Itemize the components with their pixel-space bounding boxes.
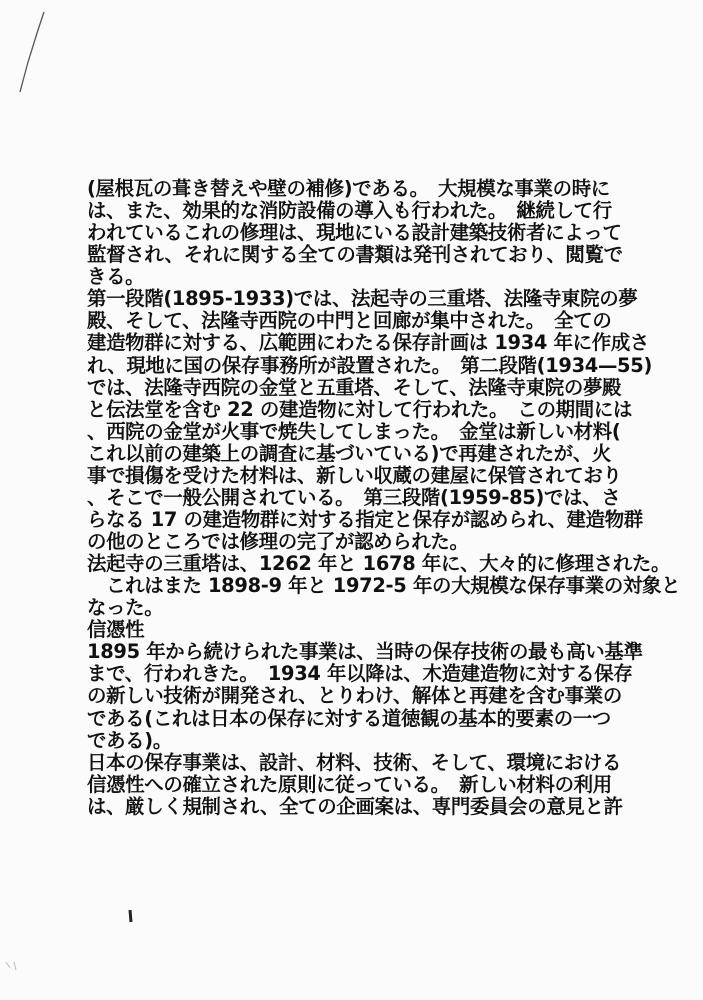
- text-line: である)。: [87, 728, 172, 752]
- text-line: われているこれの修理は、現地にいる設計建築技術者によって: [87, 221, 622, 245]
- text-line: では、法隆寺西院の金堂と五重塔、そして、法隆寺東院の夢殿: [87, 375, 622, 399]
- faint-corner-mark: [6, 962, 16, 970]
- text-line: 監督され、それに関する全ての書類は発刊されており、閲覧で: [87, 243, 623, 267]
- ink-dot-mark: [130, 910, 131, 922]
- text-line: 法起寺の三重塔は、1262 年と 1678 年に、大々的に修理された。: [87, 552, 671, 576]
- text-line: は、厳しく規制され、全ての企画案は、専門委員会の意見と許: [87, 794, 623, 818]
- text-line: 殿、そして、法隆寺西院の中門と回廊が集中された。 全ての: [87, 309, 612, 333]
- text-line: 日本の保存事業は、設計、材料、技術、そして、環境における: [87, 750, 622, 774]
- text-line: 1895 年から続けられた事業は、当時の保存技術の最も高い基準: [87, 640, 643, 664]
- text-line: れ、現地に国の保存事務所が設置された。 第二段階(1934—55): [87, 353, 653, 377]
- section-heading: 信憑性: [87, 618, 145, 642]
- text-line: きる。: [87, 265, 145, 289]
- text-line: まで、行われきた。 1934 年以降は、木造建造物に対する保存: [87, 662, 633, 686]
- text-line: は、また、効果的な消防設備の導入も行われた。 継続して行: [87, 199, 612, 223]
- text-line: 、そこで一般公開されている。 第三段階(1959-85)では、さ: [87, 485, 621, 509]
- text-line: の新しい技術が開発され、とりわけ、解体と再建を含む事業の: [87, 684, 622, 708]
- text-line: らなる 17 の建造物群に対する指定と保存が認められ、建造物群: [87, 507, 643, 531]
- text-line: である(これは日本の保存に対する道徳観の基本的要素の一つ: [87, 706, 612, 730]
- text-line: これはまた 1898-9 年と 1972-5 年の大規模な保存事業の対象と: [87, 574, 681, 598]
- text-line: 事で損傷を受けた材料は、新しい収蔵の建屋に保管されており: [87, 463, 622, 487]
- text-line: 、西院の金堂が火事で焼失してしまった。 金堂は新しい材料(: [87, 419, 621, 443]
- text-line: これ以前の建築上の調査に基づいている)で再建されたが、火: [87, 441, 612, 465]
- pen-stroke-mark: [20, 12, 44, 92]
- text-line: 建造物群に対する、広範囲にわたる保存計画は 1934 年に作成さ: [87, 331, 650, 355]
- text-line: と伝法堂を含む 22 の建造物に対して行われた。 この期間には: [87, 397, 633, 421]
- body-text: [87, 177, 681, 818]
- text-line: 信憑性への確立された原則に従っている。 新しい材料の利用: [87, 772, 612, 796]
- text-line: なった。: [87, 596, 164, 620]
- text-line: の他のところでは修理の完了が認められた。: [87, 530, 469, 553]
- text-line: 第一段階(1895-1933)では、法起寺の三重塔、法隆寺東院の夢: [87, 287, 638, 311]
- text-line: (屋根瓦の葺き替えや壁の補修)である。 大規模な事業の時に: [87, 177, 610, 200]
